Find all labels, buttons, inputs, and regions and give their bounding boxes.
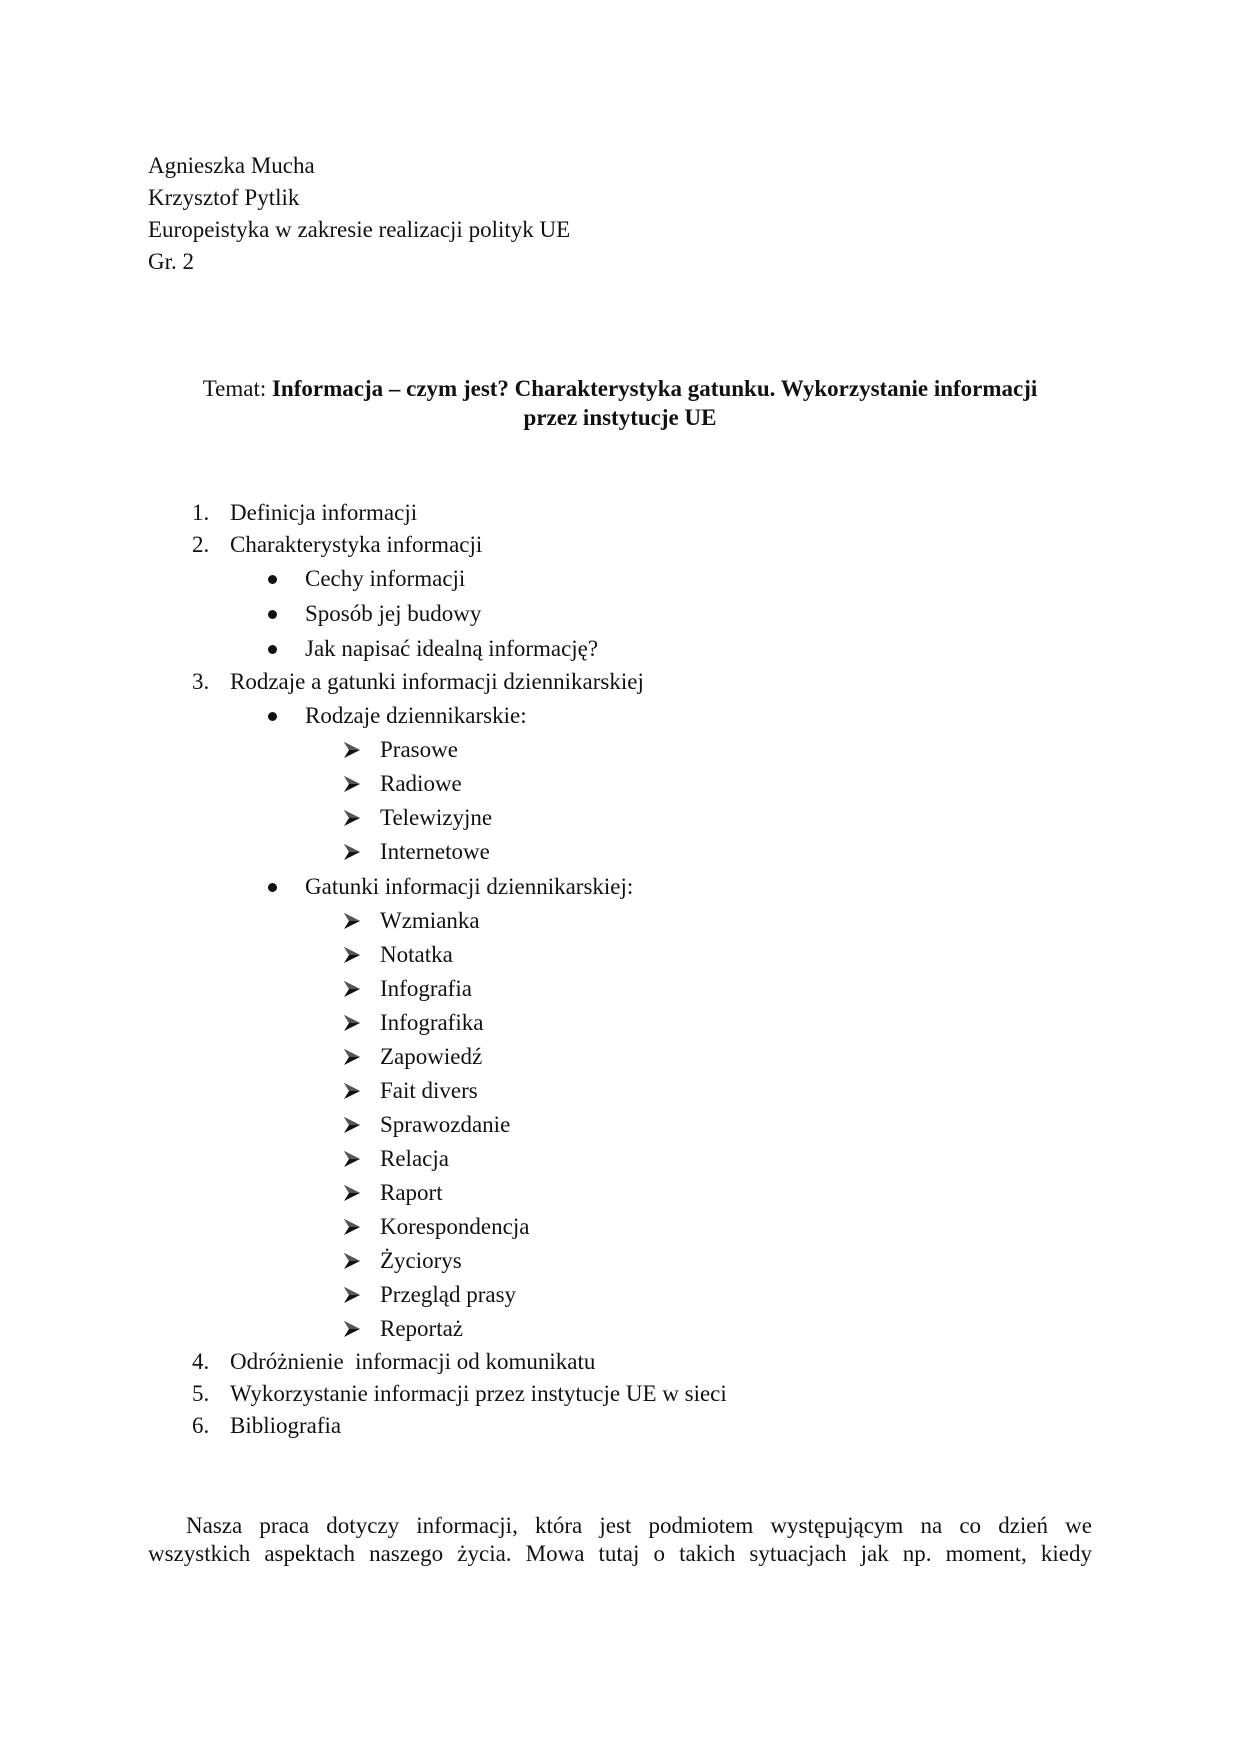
title-prefix: Temat: [202,376,272,401]
arrowhead-right-icon [343,1150,361,1168]
bullet-icon [268,575,277,584]
toc-subitem [0,1006,1240,1040]
group-number: Gr. 2 [148,249,194,274]
toc-number: 2. [192,532,210,557]
toc-subitem-label: Zapowiedź [380,1044,483,1069]
arrowhead-right-icon [343,980,361,998]
toc-subitem-label: Internetowe [380,839,490,864]
toc-item-2 [0,529,1240,561]
bullet-icon [268,712,277,721]
toc-subitem [0,904,1240,938]
toc-subitem-label: Notatka [380,942,453,967]
toc-item-1 [0,497,1240,529]
paragraph-line-2: wszystkich aspektach naszego życia. Mowa tutaj o takich sytuacjach jak np. moment, kiedy [148,1541,1092,1566]
toc-label: Charakterystyka informacji [230,532,483,557]
toc-bullet-label: Rodzaje dziennikarskie: [305,703,527,728]
toc-subitem-label: Prasowe [380,737,458,762]
toc-subitem-label: Życiorys [380,1248,462,1273]
paragraph-text: Nasza praca dotyczy informacji, która jest podmiotem występującym na co dzień we [186,1513,1092,1538]
toc-bullet-item [0,698,1240,733]
toc-number: 4. [192,1349,210,1374]
toc-subitem-label: Infografika [380,1010,484,1035]
arrowhead-right-icon [343,775,361,793]
toc-label: Odróżnienie informacji od komunikatu [230,1349,596,1374]
arrowhead-right-icon [343,1184,361,1202]
arrowhead-right-icon [343,741,361,759]
title-text-line2: przez instytucje UE [523,405,717,430]
toc-bullet-item [0,596,1240,631]
toc-item-4 [0,1346,1240,1378]
arrowhead-right-icon [343,946,361,964]
toc-label: Definicja informacji [230,500,418,525]
arrowhead-right-icon [343,1320,361,1338]
toc-subitem-label: Telewizyjne [380,805,493,830]
toc-bullet-item [0,631,1240,666]
author-name-2: Krzysztof Pytlik [148,185,300,210]
document-title [148,374,1092,432]
toc-subitem [0,1108,1240,1142]
toc-item-3 [0,666,1240,698]
author-block [148,150,570,278]
toc-subitem [0,767,1240,801]
toc-subitem [0,835,1240,869]
bullet-icon [268,645,277,654]
arrowhead-right-icon [343,843,361,861]
arrowhead-right-icon [343,1252,361,1270]
toc-subitem-label: Infografia [380,976,472,1001]
toc-subitem-label: Reportaż [380,1316,464,1341]
toc-label: Rodzaje a gatunki informacji dziennikarskiej [230,669,644,694]
course-name: Europeistyka w zakresie realizacji polityk UE [148,217,571,242]
arrowhead-right-icon [343,809,361,827]
toc-label: Bibliografia [230,1413,342,1438]
toc-subitem [0,1312,1240,1346]
toc-subitem [0,1142,1240,1176]
arrowhead-right-icon [343,1286,361,1304]
toc-bullet-label: Sposób jej budowy [305,601,482,626]
toc-number: 6. [192,1413,210,1438]
toc-subitem [0,938,1240,972]
toc-bullet-label: Cechy informacji [305,566,466,591]
toc-subitem [0,1210,1240,1244]
toc-label: Wykorzystanie informacji przez instytucje UE w sieci [230,1381,727,1406]
toc-subitem [0,801,1240,835]
toc-number: 5. [192,1381,210,1406]
bullet-icon [268,610,277,619]
toc-item-6 [0,1410,1240,1442]
toc-subitem-label: Wzmianka [380,908,480,933]
toc-bullet-item [0,561,1240,596]
toc-number: 1. [192,500,210,525]
toc-bullet-label: Jak napisać idealną informację? [305,636,599,661]
toc-subitem-label: Fait divers [380,1078,478,1103]
toc-subitem-label: Radiowe [380,771,462,796]
paragraph-line-1 [148,1512,1092,1540]
toc-subitem [0,733,1240,767]
arrowhead-right-icon [343,1082,361,1100]
toc-subitem [0,1278,1240,1312]
arrowhead-right-icon [343,1048,361,1066]
toc-subitem-label: Raport [380,1180,443,1205]
toc-number: 3. [192,669,210,694]
intro-paragraph [148,1512,1092,1568]
toc-subitem [0,1040,1240,1074]
toc-subitem-label: Przegląd prasy [380,1282,517,1307]
toc-subitem [0,1244,1240,1278]
arrowhead-right-icon [343,1116,361,1134]
toc-item-5 [0,1378,1240,1410]
toc-subitem-label: Korespondencja [380,1214,530,1239]
toc-subitem-label: Relacja [380,1146,449,1171]
toc-subitem [0,972,1240,1006]
toc-subitem [0,1176,1240,1210]
bullet-icon [268,883,277,892]
arrowhead-right-icon [343,1014,361,1032]
toc-subitem [0,1074,1240,1108]
table-of-contents [0,497,1240,1442]
arrowhead-right-icon [343,912,361,930]
author-name-1: Agnieszka Mucha [148,153,315,178]
toc-subitem-label: Sprawozdanie [380,1112,511,1137]
arrowhead-right-icon [343,1218,361,1236]
toc-bullet-label: Gatunki informacji dziennikarskiej: [305,874,634,899]
toc-bullet-item [0,869,1240,904]
title-text-line1: Informacja – czym jest? Charakterystyka gatunku. Wykorzystanie informacji [271,376,1038,401]
